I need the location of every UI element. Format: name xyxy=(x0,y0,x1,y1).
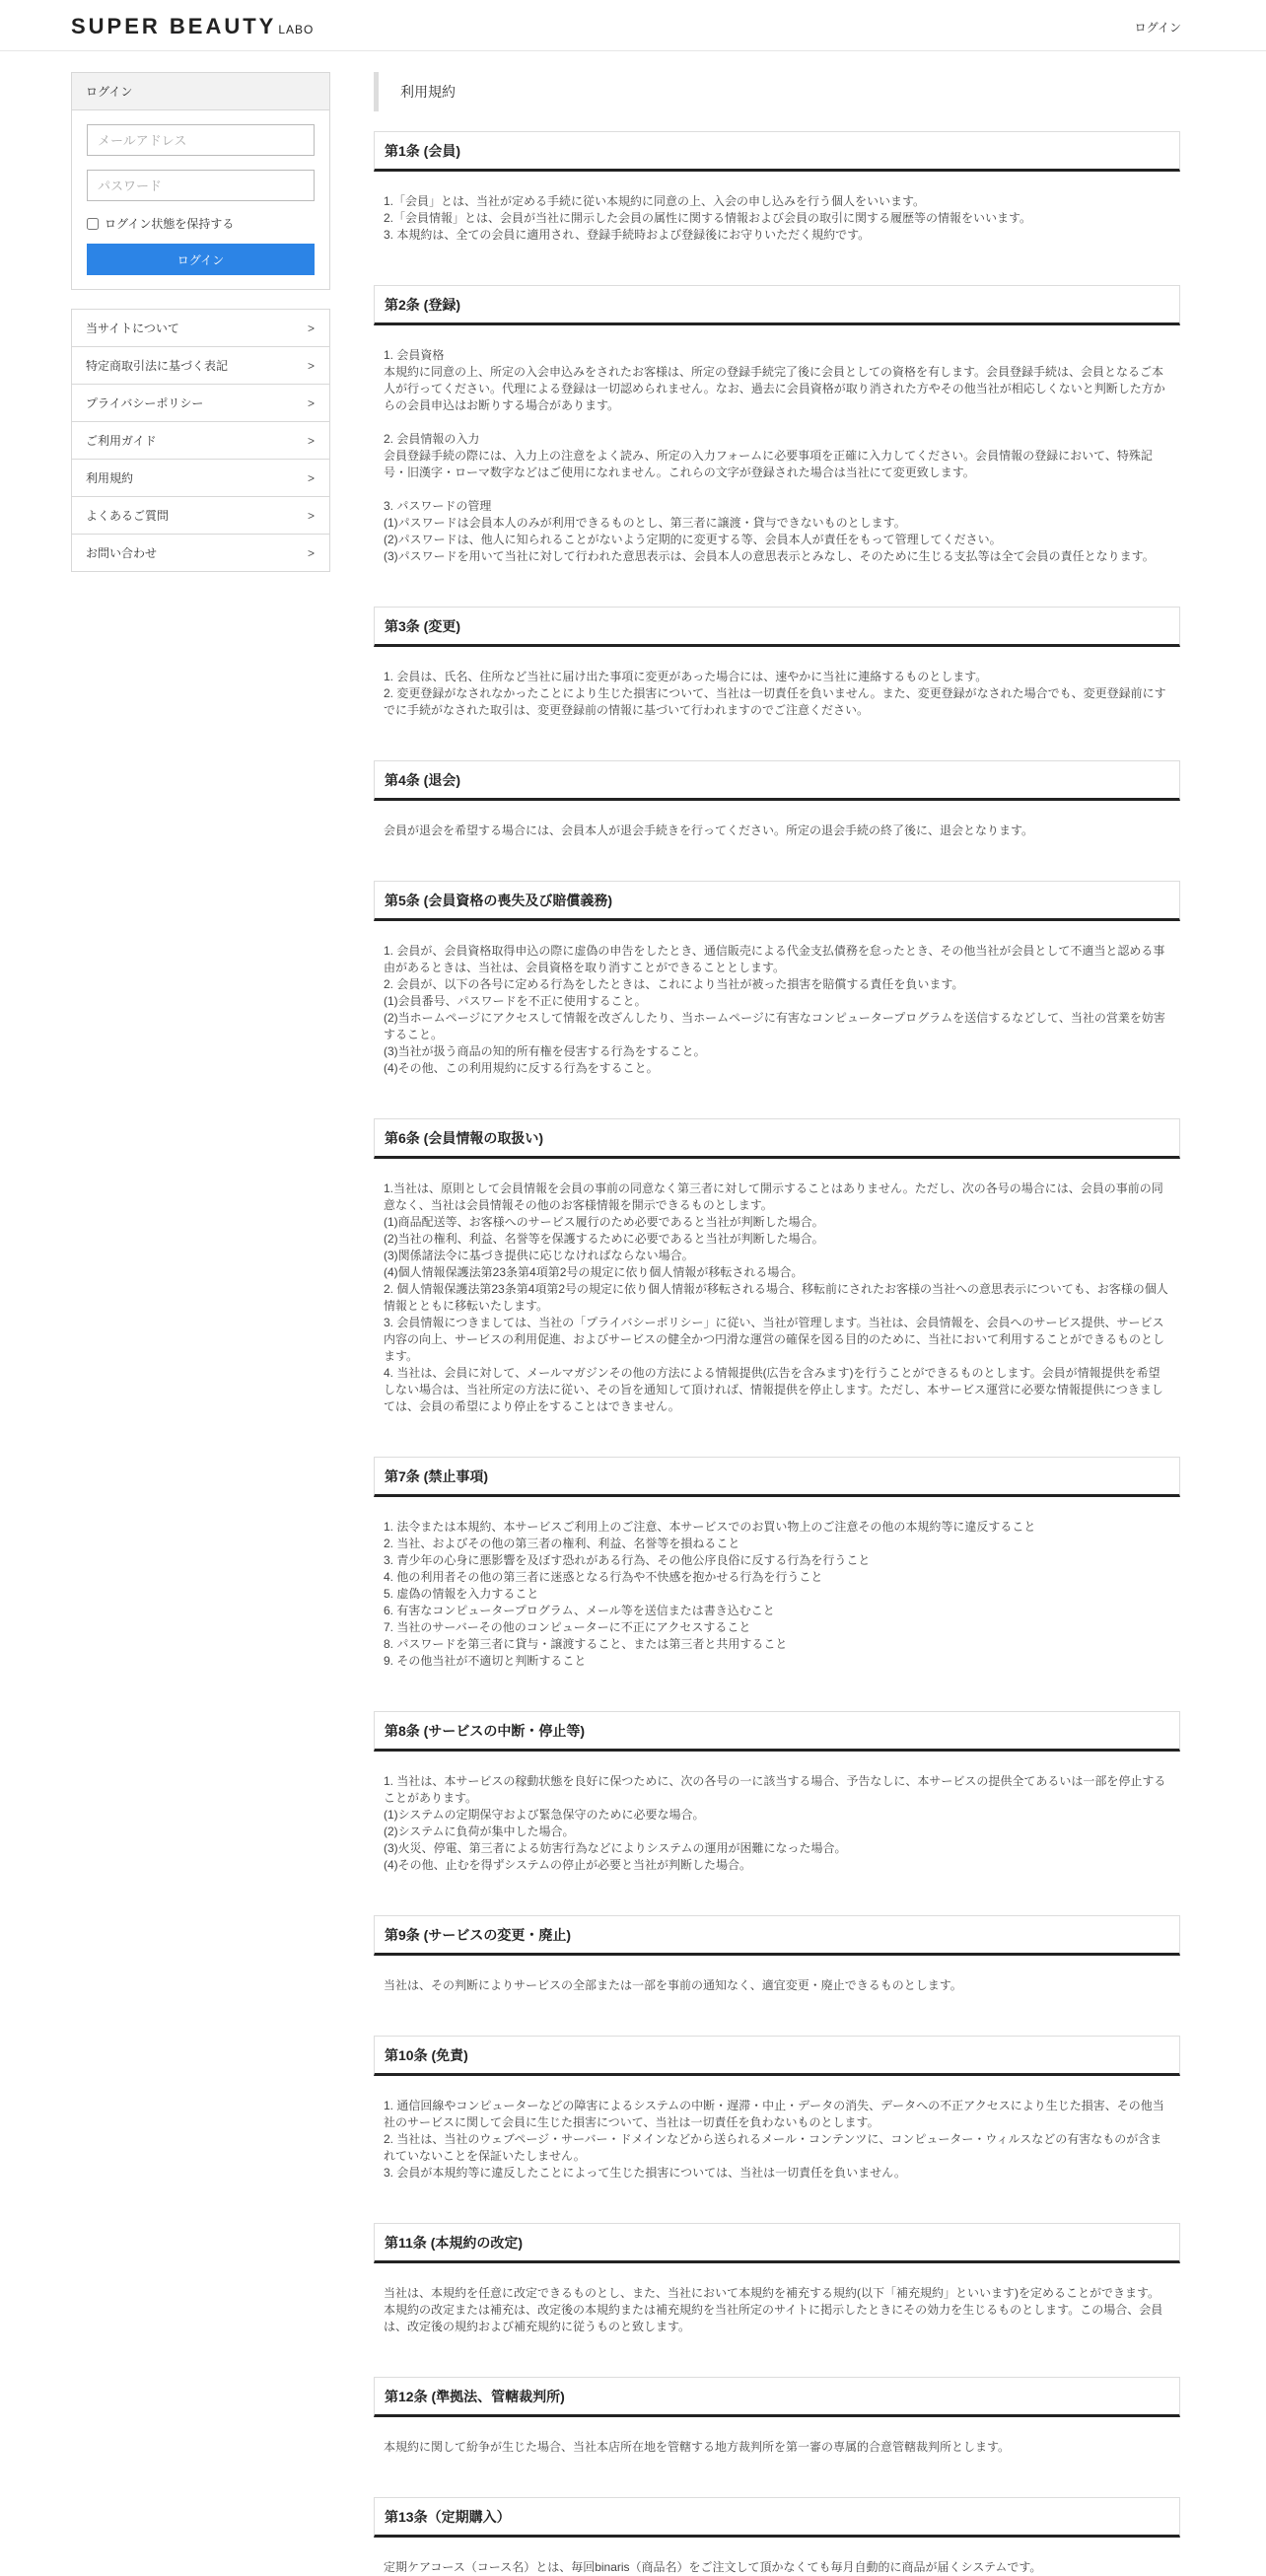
section-body xyxy=(374,2417,1180,2456)
section-line: 2. 当社、およびその他の第三者の権利、利益、名誉等を損ねること xyxy=(384,1537,740,1550)
section-line: 3. 青少年の心身に悪影響を及ぼす恐れがある行為、その他公序良俗に反する行為を行うこと xyxy=(384,1553,871,1567)
sidebar-item-label: ご利用ガイド xyxy=(86,434,157,448)
section-body xyxy=(374,1956,1180,1994)
section-line: 4. 当社は、会員に対して、メールマガジンその他の方法による情報提供(広告を含みます)を行うことができるものとします。会員が情報提供を希望しない場合は、当社所定の方法に従い、その旨を通知して頂ければ、情報提供を停止します。ただし、本サービス運営に必要な情報提供につきましては、会員の希望により停止をすることはできません。 xyxy=(384,1366,1163,1413)
section-line: 会員登録手続の際には、入力上の注意をよく読み、所定の入力フォームに必要事項を正確に入力してください。会員情報の登録において、特殊記号・旧漢字・ローマ数字などはご使用になれません。これらの文字が登録された場合は当社にて変更致します。 xyxy=(384,449,1153,479)
sidebar-item-label: お問い合わせ xyxy=(86,546,158,560)
section-line: (1)パスワードは会員本人のみが利用できるものとし、第三者に譲渡・貸与できないものとします。 xyxy=(384,516,906,530)
section-line: (3)パスワードを用いて当社に対して行われた意思表示は、会員本人の意思表示とみなし、そのために生じる支払等は全て会員の責任となります。 xyxy=(384,549,1155,563)
sidebar-menu xyxy=(71,309,330,572)
sidebar-item-about[interactable] xyxy=(72,310,329,347)
section-line: 1. 通信回線やコンピューターなどの障害によるシステムの中断・遅滞・中止・データの消失、データへの不正アクセスにより生じた損害、その他当社のサービスに関して会員に生じた損害について、当社は一切責任を負わないものとします。 xyxy=(384,2099,1164,2129)
section-line: (1)会員番号、パスワードを不正に使用すること。 xyxy=(384,994,647,1008)
login-button[interactable]: ログイン xyxy=(87,244,315,275)
sidebar-item-contact[interactable] xyxy=(72,535,329,572)
section-line: 1. 会員が、会員資格取得申込の際に虚偽の申告をしたとき、通信販売による代金支払債務を怠ったとき、その他当社が会員として不適当と認める事由があるときは、当社は、会員資格を取り消すことができることとします。 xyxy=(384,944,1165,974)
sidebar-item-label: 当サイトについて xyxy=(86,322,179,335)
section-line: 6. 有害なコンピュータープログラム、メール等を送信または書き込むこと xyxy=(384,1604,775,1617)
section-line: 3. パスワードの管理 xyxy=(384,499,492,513)
section-body xyxy=(374,647,1180,719)
section-title: 第11条 (本規約の改定) xyxy=(374,2223,1180,2263)
section-line: 定期ケアコース（コース名）とは、毎回binaris（商品名）をご注文して頂かなくても毎月自動的に商品が届くシステムです。 xyxy=(384,2560,1042,2574)
email-input[interactable] xyxy=(87,124,315,156)
chevron-right-icon: > xyxy=(307,545,315,560)
section-title: 第5条 (会員資格の喪失及び賠償義務) xyxy=(374,881,1180,921)
remember-label: ログイン状態を保持する xyxy=(105,217,235,231)
section-line: (2)当ホームページにアクセスして情報を改ざんしたり、当ホームページに有害なコンピュータープログラムを送信するなどして、当社の営業を妨害すること。 xyxy=(384,1011,1165,1041)
section-line: 8. パスワードを第三者に貸与・譲渡すること、または第三者と共用すること xyxy=(384,1637,788,1651)
section-body xyxy=(374,1497,1180,1670)
terms-section xyxy=(374,1457,1180,1670)
section-line: (3)関係諸法令に基づき提供に応じなければならない場合。 xyxy=(384,1249,694,1262)
terms-section xyxy=(374,607,1180,719)
login-form xyxy=(72,110,329,289)
logo-sub-text: LABO xyxy=(278,23,315,36)
section-line: 1.「会員」とは、当社が定める手続に従い本規約に同意の上、入会の申し込みを行う個人をいいます。 xyxy=(384,194,926,208)
terms-section xyxy=(374,2497,1180,2576)
section-line: (1)システムの定期保守および緊急保守のために必要な場合。 xyxy=(384,1808,705,1822)
section-line: 当社は、本規約を任意に改定できるものとし、また、当社において本規約を補充する規約(以下「補充規約」といいます)を定めることができます。本規約の改定または補充は、改定後の本規約または補充規約を当社所定のサイトに掲示したときにその効力を生じるものとします。この場合、会員は、改定後の規約および補充規約に従うものと致します。 xyxy=(384,2286,1163,2333)
sidebar-item-label: よくあるご質問 xyxy=(86,509,170,523)
section-line: 4. 他の利用者その他の第三者に迷惑となる行為や不快感を抱かせる行為を行うこと xyxy=(384,1570,823,1584)
section-line: (4)その他、止むを得ずシステムの停止が必要と当社が判断した場合。 xyxy=(384,1858,751,1872)
section-line: (4)その他、この利用規約に反する行為をすること。 xyxy=(384,1061,659,1075)
terms-section xyxy=(374,760,1180,839)
section-line: 1.当社は、原則として会員情報を会員の事前の同意なく第三者に対して開示することはありません。ただし、次の各号の場合には、会員の事前の同意なく、当社は会員情報その他のお客様情報を開示できるものとします。 xyxy=(384,1181,1163,1212)
chevron-right-icon: > xyxy=(307,508,315,523)
password-input[interactable] xyxy=(87,170,315,201)
section-line: 本規約に関して紛争が生じた場合、当社本店所在地を管轄する地方裁判所を第一審の専属的合意管轄裁判所とします。 xyxy=(384,2440,1011,2454)
section-line: 1. 会員は、氏名、住所など当社に届け出た事項に変更があった場合には、速やかに当社に連絡するものとします。 xyxy=(384,670,988,683)
terms-section xyxy=(374,131,1180,244)
section-line: 1. 法令または本規約、本サービスご利用上のご注意、本サービスでのお買い物上のご注意その他の本規約等に違反すること xyxy=(384,1520,1036,1534)
section-line: 7. 当社のサーバーその他のコンピューターに不正にアクセスすること xyxy=(384,1620,751,1634)
section-line: 3. 会員が本規約等に違反したことによって生じた損害については、当社は一切責任を負いません。 xyxy=(384,2166,906,2180)
login-box-title: ログイン xyxy=(72,73,329,110)
chevron-right-icon: > xyxy=(307,321,315,335)
terms-section xyxy=(374,1915,1180,1994)
remember-login[interactable] xyxy=(87,215,315,232)
logo-main-text: SUPER BEAUTY xyxy=(71,14,277,38)
sidebar xyxy=(71,72,330,572)
paragraph-gap xyxy=(384,414,1170,431)
section-line: 2. 当社は、当社のウェブページ・サーバー・ドメインなどから送られるメール・コンテンツに、コンピューター・ウィルスなどの有害なものが含まれていないことを保証いたしません。 xyxy=(384,2132,1162,2163)
section-line: (1)商品配送等、お客様へのサービス履行のため必要であると当社が判断した場合。 xyxy=(384,1215,824,1229)
section-title: 第12条 (準拠法、管轄裁判所) xyxy=(374,2377,1180,2417)
terms-section xyxy=(374,2223,1180,2335)
section-body xyxy=(374,172,1180,244)
section-line: 5. 虚偽の情報を入力すること xyxy=(384,1587,539,1601)
site-header xyxy=(0,0,1266,51)
section-body xyxy=(374,2076,1180,2182)
section-body xyxy=(374,921,1180,1077)
paragraph-gap xyxy=(384,481,1170,498)
section-line: 2.「会員情報」とは、会員が当社に開示した会員の属性に関する情報および会員の取引に関する履歴等の情報をいいます。 xyxy=(384,211,1032,225)
sidebar-item-label: 特定商取引法に基づく表記 xyxy=(86,359,229,373)
sidebar-item-label: プライバシーポリシー xyxy=(86,396,204,410)
header-login-link[interactable]: ログイン xyxy=(1134,21,1181,35)
chevron-right-icon: > xyxy=(307,358,315,373)
section-line: (4)個人情報保護法第23条第4項第2号の規定に依り個人情報が移転される場合。 xyxy=(384,1265,804,1279)
terms-section xyxy=(374,2036,1180,2182)
section-line: 1. 会員資格 xyxy=(384,348,445,362)
section-line: 1. 当社は、本サービスの稼動状態を良好に保つために、次の各号の一に該当する場合、予告なしに、本サービスの提供全てあるいは一部を停止することがあります。 xyxy=(384,1774,1166,1805)
section-title: 第4条 (退会) xyxy=(374,760,1180,801)
terms-section xyxy=(374,2377,1180,2456)
terms-section xyxy=(374,1118,1180,1415)
chevron-right-icon: > xyxy=(307,395,315,410)
section-title: 第3条 (変更) xyxy=(374,607,1180,647)
section-line: 本規約に同意の上、所定の入会申込みをされたお客様は、所定の登録手続完了後に会員としての資格を有します。会員登録手続は、会員となるご本人が行ってください。代理による登録は一切認められません。なお、過去に会員資格が取り消された方やその他当社が相応しくないと判断した方からの会員申込はお断りする場合があります。 xyxy=(384,365,1165,412)
terms-section xyxy=(374,285,1180,565)
section-title: 第9条 (サービスの変更・廃止) xyxy=(374,1915,1180,1956)
remember-checkbox[interactable] xyxy=(87,218,99,230)
section-line: 当社は、その判断によりサービスの全部または一部を事前の通知なく、適宜変更・廃止できるものとします。 xyxy=(384,1978,962,1992)
terms-sections xyxy=(374,131,1180,2576)
terms-section xyxy=(374,881,1180,1077)
section-title: 第6条 (会員情報の取扱い) xyxy=(374,1118,1180,1159)
page-title: 利用規約 xyxy=(374,72,1180,111)
section-line: 2. 変更登録がなされなかったことにより生じた損害について、当社は一切責任を負いません。また、変更登録がなされた場合でも、変更登録前にすでに手続がなされた取引は、変更登録前の情報に基づいて行われますのでご注意ください。 xyxy=(384,686,1166,717)
section-line: 2. 会員情報の入力 xyxy=(384,432,480,446)
section-title: 第10条 (免責) xyxy=(374,2036,1180,2076)
sidebar-item-faq[interactable] xyxy=(72,497,329,535)
section-body xyxy=(374,2263,1180,2335)
sidebar-item-guide[interactable] xyxy=(72,422,329,460)
login-box xyxy=(71,72,330,290)
section-title: 第2条 (登録) xyxy=(374,285,1180,325)
section-line: (3)当社が扱う商品の知的所有権を侵害する行為をすること。 xyxy=(384,1044,706,1058)
section-line: 3. 本規約は、全ての会員に適用され、登録手続時および登録後にお守りいただく規約です。 xyxy=(384,228,871,242)
main-content xyxy=(374,72,1180,2576)
chevron-right-icon: > xyxy=(307,470,315,485)
section-line: 9. その他当社が不適切と判断すること xyxy=(384,1654,587,1668)
sidebar-item-label: 利用規約 xyxy=(86,471,134,485)
section-line: (2)パスワードは、他人に知られることがないよう定期的に変更する等、会員本人が責任をもって管理してください。 xyxy=(384,533,1002,546)
section-title: 第1条 (会員) xyxy=(374,131,1180,172)
section-line: (2)当社の権利、利益、名誉等を保護するために必要であると当社が判断した場合。 xyxy=(384,1232,824,1246)
sidebar-item-terms[interactable] xyxy=(72,460,329,497)
section-line: (2)システムに負荷が集中した場合。 xyxy=(384,1825,575,1838)
section-line: 3. 会員情報につきましては、当社の「プライバシーポリシー」に従い、当社が管理します。当社は、会員情報を、会員へのサービス提供、サービス内容の向上、サービスの利用促進、およびサービスの健全かつ円滑な運営の確保を図る目的のために、当社において利用することができるものとします。 xyxy=(384,1316,1165,1363)
terms-section xyxy=(374,1711,1180,1874)
section-body xyxy=(374,1752,1180,1874)
site-logo[interactable] xyxy=(71,14,314,39)
section-line: 2. 会員が、以下の各号に定める行為をしたときは、これにより当社が被った損害を賠償する責任を負います。 xyxy=(384,977,964,991)
section-line: 2. 個人情報保護法第23条第4項第2号の規定に依り個人情報が移転される場合、移転前にされたお客様の当社への意思表示についても、お客様の個人情報とともに移転いたします。 xyxy=(384,1282,1168,1313)
section-line: (3)火災、停電、第三者による妨害行為などによりシステムの運用が困難になった場合。 xyxy=(384,1841,847,1855)
chevron-right-icon: > xyxy=(307,433,315,448)
sidebar-item-tokushoho[interactable] xyxy=(72,347,329,385)
sidebar-item-privacy[interactable] xyxy=(72,385,329,422)
section-body xyxy=(374,325,1180,565)
section-body xyxy=(374,801,1180,839)
section-line: 会員が退会を希望する場合には、会員本人が退会手続きを行ってください。所定の退会手続の終了後に、退会となります。 xyxy=(384,823,1034,837)
section-body xyxy=(374,1159,1180,1415)
section-title: 第8条 (サービスの中断・停止等) xyxy=(374,1711,1180,1752)
section-title: 第7条 (禁止事項) xyxy=(374,1457,1180,1497)
section-title: 第13条（定期購入） xyxy=(374,2497,1180,2538)
section-body xyxy=(374,2538,1180,2576)
